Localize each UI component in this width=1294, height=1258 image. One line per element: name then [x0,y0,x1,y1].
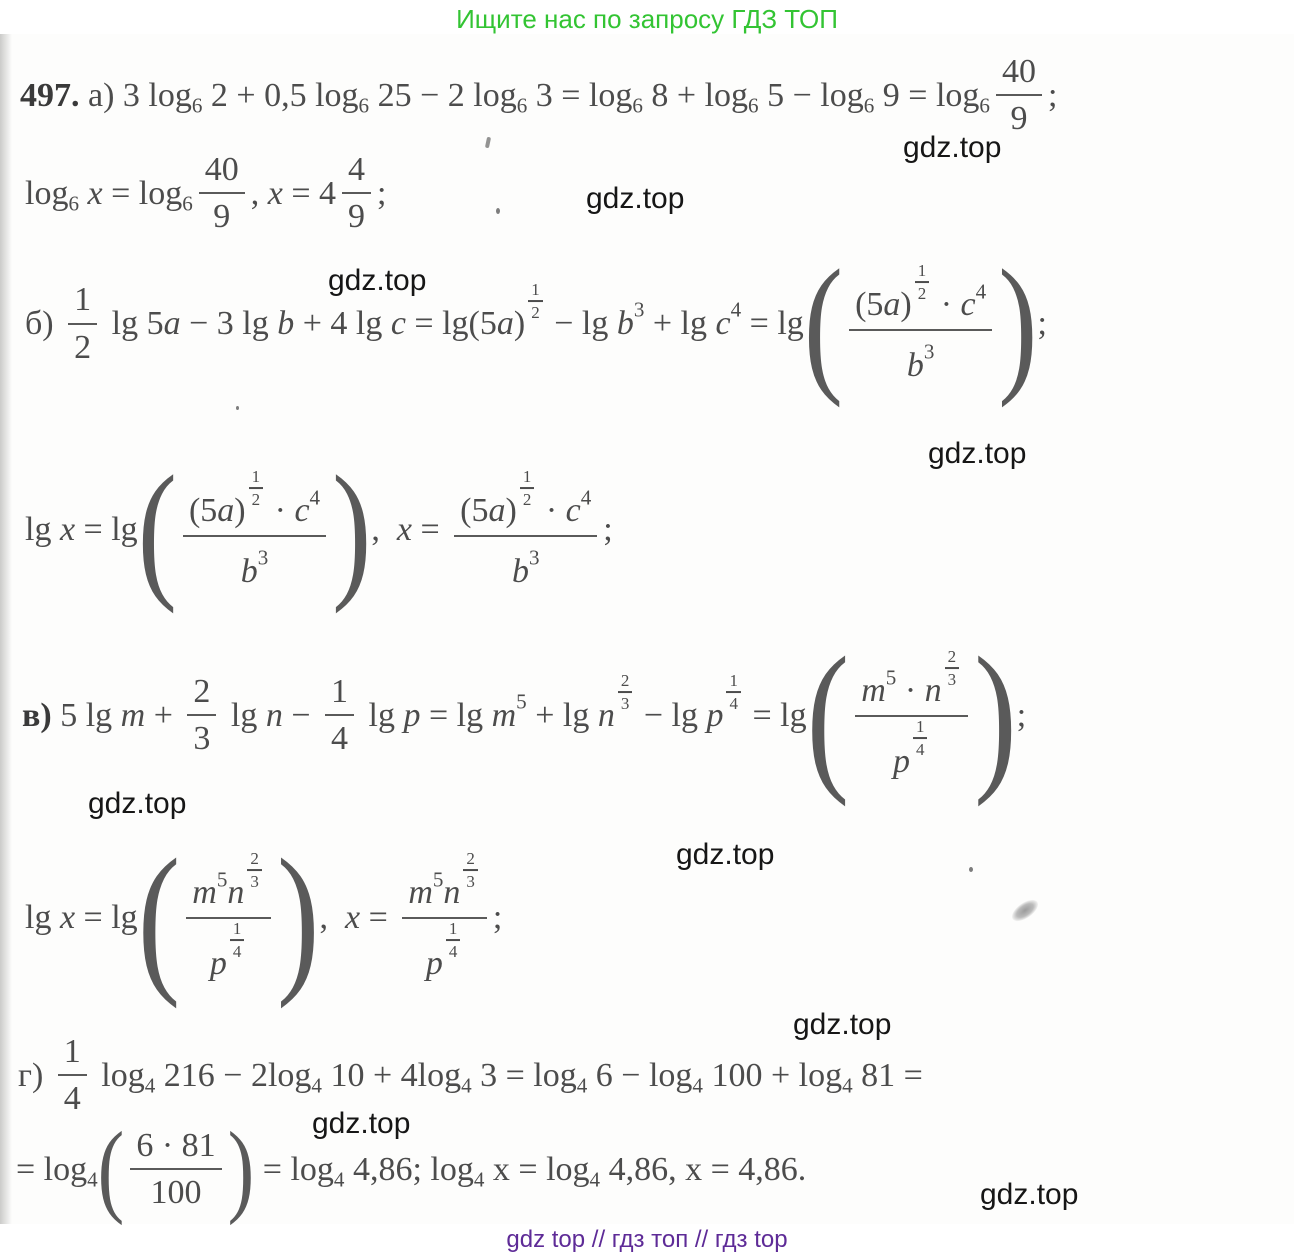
subscript: 4 [589,1167,601,1192]
denominator [235,540,275,591]
math-variable: b [511,553,529,591]
math-text: lg 5 [103,305,164,343]
close-paren-icon: ) [974,622,1017,808]
subscript: 4 [842,1073,853,1098]
fraction [68,280,97,366]
math-text: 1 [74,281,92,319]
numerator [58,1032,87,1071]
math-text: 100 + log [702,1056,843,1094]
subscript: 6 [516,93,528,118]
parenthesized-group [803,237,1038,409]
denominator [68,328,97,367]
math-text: · [266,492,295,530]
math-text: 1 [63,1033,81,1070]
math-text: ; [1016,696,1027,734]
subscript: 6 [863,93,875,118]
subscript: 6 [191,93,203,118]
fraction [130,1126,221,1212]
numerator [855,648,968,712]
superscript: 5 [432,867,444,892]
exponent-denominator: 2 [251,490,261,510]
math-variable: m [408,874,433,912]
math-variable: x [59,511,76,549]
fraction-bar [186,917,271,919]
math-text: + lg [526,696,598,734]
math-text: 4 [331,720,349,758]
scan-artifact-speck [496,208,500,214]
formula-line-b1 [25,237,1047,409]
math-bold: в) [22,696,61,734]
math-text: + 4 lg [294,305,391,343]
fraction [183,468,326,591]
exponent-fraction [618,671,633,713]
math-text: log [92,1056,145,1094]
fraction [199,150,245,236]
math-text: 6 · 81 [136,1127,216,1164]
math-text: = lg [420,696,492,734]
math-text: + lg [644,305,716,343]
exponent-numerator: 2 [463,849,478,871]
math-variable: x [345,898,361,936]
math-variable: b [240,553,258,591]
numerator [325,672,354,711]
exponent-numerator: 1 [446,919,461,941]
parenthesized-group [137,824,320,1010]
math-text: (5 [855,286,884,324]
denominator [325,719,354,758]
math-variable: p [209,944,227,982]
math-text: 100 [150,1174,202,1212]
math-variable: a [488,492,506,530]
fraction [402,850,487,984]
math-text: 216 − 2log [155,1056,312,1094]
exponent-denominator: 3 [947,670,957,690]
math-text: log [25,174,69,212]
exponent-fraction [463,849,478,891]
math-text: б) [25,305,63,343]
close-paren-icon: ) [276,824,320,1010]
math-variable: c [960,286,976,324]
fraction [186,850,271,984]
numerator [454,468,597,532]
watermark-gdz-top-5: gdz.top [88,787,187,820]
math-variable: c [294,492,310,530]
math-text: ) [234,492,246,530]
paren-content [177,468,332,591]
math-text: 8 + log [642,76,749,114]
watermark-gdz-top-7: gdz.top [793,1008,892,1041]
formula-line-b2 [25,443,613,615]
exponent-denominator: 4 [448,942,458,962]
math-variable: c [715,305,731,343]
math-text: 5 − log [758,76,864,114]
math-variable: n [265,696,283,734]
math-text: = lg [743,696,807,734]
numerator [186,850,271,914]
math-text: 2 [193,672,211,710]
parenthesized-group [97,1111,255,1227]
exponent-fraction [520,467,535,509]
denominator [901,334,941,385]
watermark-gdz-top-8: gdz.top [312,1107,411,1140]
exponent-fraction [446,919,461,961]
math-text: 10 + 4log [321,1056,462,1094]
math-text: = [411,511,449,549]
denominator [1004,99,1033,138]
math-variable: a [163,305,181,343]
open-paren-icon: ( [97,1111,125,1227]
exponent-denominator: 4 [232,942,242,962]
math-text: = [360,898,397,936]
close-paren-icon: ) [332,443,372,615]
math-variable: c [390,305,406,343]
math-text: · [896,672,925,710]
math-variable: x [396,511,412,549]
subscript: 4 [87,1167,98,1192]
formula-line-d1 [18,1032,923,1118]
math-text: + [145,696,182,734]
exponent-denominator: 3 [620,694,630,714]
paren-content [843,262,998,385]
exponent-numerator: 1 [915,261,930,283]
math-text: г) [18,1056,52,1094]
exponent-numerator: 1 [726,671,741,693]
watermark-gdz-top-4: gdz.top [928,437,1027,470]
subscript: 6 [68,191,79,216]
fraction [855,648,968,782]
math-variable: n [443,874,461,912]
math-text: lg [222,696,266,734]
formula-line-a1 [20,52,1057,138]
fraction-bar [183,535,326,537]
numerator [996,52,1042,91]
numerator [187,672,216,711]
superscript: 3 [528,545,540,570]
numerator [402,850,487,914]
subscript: 6 [632,93,643,118]
superscript: 5 [516,689,527,714]
close-paren-icon: ) [998,237,1038,409]
scan-artifact-speck [969,867,973,872]
fraction-bar [855,715,968,717]
subscript: 4 [473,1167,485,1192]
fraction [58,1032,87,1118]
exponent-denominator: 3 [250,872,259,892]
denominator [204,919,254,984]
math-text: ) [505,492,517,530]
fraction [849,262,992,385]
math-text: = log [254,1150,334,1188]
close-paren-icon: ) [227,1111,255,1227]
formula-line-a2 [25,150,387,236]
open-paren-icon: ( [806,622,850,808]
math-variable: b [277,305,295,343]
math-text: ) [900,286,912,324]
math-variable: x [59,898,76,936]
math-text: 81 = [852,1056,923,1094]
math-text: ) [513,305,526,343]
fraction-bar [58,1074,87,1076]
numerator [68,280,97,319]
denominator [420,919,470,984]
math-text: 9 [213,198,231,236]
exponent-numerator: 2 [945,647,960,669]
fraction [342,150,371,236]
exponent-fraction [230,919,245,961]
math-text: = lg [75,511,138,549]
superscript: 3 [633,297,645,322]
math-text: = lg [741,305,804,343]
math-text: − lg [545,305,617,343]
math-text: ; [492,898,503,936]
fraction [996,52,1042,138]
denominator [506,540,546,591]
numerator [199,150,245,189]
exponent-numerator: 2 [618,671,633,693]
math-variable: n [924,672,942,710]
math-text: 2 + 0,5 log [202,76,359,114]
math-variable: a [883,286,901,324]
fraction [454,468,597,591]
fraction-bar [199,192,245,194]
exponent-numerator: 1 [230,919,245,941]
exponent-fraction [915,261,930,303]
math-text: ; [1037,305,1047,343]
math-text: 2 [74,328,92,366]
math-text: (5 [188,492,218,530]
math-text: , [371,511,397,549]
superscript: 4 [730,297,742,322]
superscript: 4 [309,485,321,510]
fraction-bar [325,714,354,716]
math-text: 4,86; log [344,1150,474,1188]
subscript: 4 [333,1167,345,1192]
denominator [342,197,371,236]
math-variable: m [120,696,146,734]
denominator [207,197,236,236]
exponent-denominator: 2 [531,302,540,322]
subscript: 6 [748,93,759,118]
paren-content [124,1126,227,1212]
math-text: 4 [63,1080,81,1118]
superscript: 4 [975,279,987,304]
math-variable: a [496,305,514,343]
math-text: − 3 lg [180,305,278,343]
superscript: 3 [257,545,269,570]
math-variable: n [597,696,615,734]
math-text: 6 − log [587,1056,693,1094]
math-text: 1 [331,672,349,710]
fraction-bar [187,714,216,716]
exponent-denominator: 4 [915,740,925,760]
math-text: 40 [204,151,239,188]
denominator [887,717,937,782]
watermark-gdz-top-9: gdz.top [980,1178,1079,1211]
math-text: = lg [75,898,138,936]
exponent-fraction [528,280,543,322]
math-text: lg [360,696,404,734]
exponent-fraction [247,849,262,891]
fraction-bar [402,917,487,919]
exponent-numerator: 1 [528,280,543,302]
exponent-fraction [945,647,960,689]
exponent-denominator: 2 [917,284,927,304]
fraction-bar [68,323,97,325]
scan-artifact-speck [236,406,239,410]
math-text: ; [603,511,613,549]
math-variable: c [565,492,581,530]
open-paren-icon: ( [137,824,181,1010]
watermark-gdz-top-1: gdz.top [903,131,1002,164]
math-text: 3 = log [527,76,633,114]
subscript: 4 [311,1073,322,1098]
watermark-gdz-top-3: gdz.top [328,264,427,297]
promo-banner: Ищите нас по запросу ГДЗ ТОП [456,4,838,34]
exponent-fraction [249,467,264,509]
paren-content [180,850,277,984]
denominator [187,719,216,758]
math-text: · [932,286,961,324]
math-variable: x [267,174,283,212]
parenthesized-group [806,622,1017,808]
math-variable: a [217,492,235,530]
open-paren-icon: ( [137,443,177,615]
math-text: ; [377,174,387,212]
superscript: 4 [580,485,592,510]
math-text: 9 = log [874,76,980,114]
fraction [187,672,216,758]
math-variable: p [892,742,910,780]
open-paren-icon: ( [803,237,844,409]
math-text: lg [25,511,60,549]
formula-line-c2 [25,824,503,1010]
math-text: , [250,174,268,212]
math-text: x = log [484,1150,590,1188]
math-text: 9 [348,198,366,236]
subscript: 6 [358,93,370,118]
subscript: 4 [144,1073,156,1098]
math-variable: b [616,305,634,343]
subscript: 4 [461,1073,472,1098]
math-variable: p [706,696,724,734]
subscript: 6 [182,191,193,216]
exponent-numerator: 1 [520,467,535,489]
math-text: = 4 [282,174,337,212]
math-bold: 497. [20,76,88,114]
math-variable: p [425,944,443,982]
exponent-denominator: 2 [522,490,532,510]
exponent-fraction [726,671,741,713]
math-text: (5 [460,492,489,530]
math-text: · [537,492,566,530]
math-variable: b [906,347,924,385]
paren-content [849,648,974,782]
math-variable: n [227,874,245,912]
superscript: 5 [885,665,897,690]
fraction-bar [454,535,597,537]
subscript: 4 [692,1073,703,1098]
exponent-numerator: 1 [913,717,928,739]
math-variable: p [403,696,421,734]
watermark-gdz-top-6: gdz.top [676,838,775,871]
math-variable: m [192,874,217,912]
superscript: 3 [923,339,935,364]
numerator [130,1126,221,1165]
fraction-bar [342,192,371,194]
math-variable: x [79,174,103,212]
scan-edge-shadow [0,34,12,1224]
watermark-gdz-top-2: gdz.top [586,182,685,215]
math-variable: m [861,672,886,710]
math-text: = lg(5 [405,305,497,343]
math-text: = log [16,1150,88,1188]
fraction-bar [849,329,992,331]
denominator [144,1173,207,1212]
math-text: − [282,696,320,734]
fraction [325,672,354,758]
math-text: 25 − 2 log [369,76,517,114]
exponent-fraction [913,717,928,759]
fraction-bar [130,1168,221,1170]
math-text: 3 = log [471,1056,577,1094]
fraction-bar [996,94,1042,96]
math-text: 40 [1001,53,1036,90]
math-text: lg [25,898,60,936]
math-text: , [319,898,346,936]
footer-links: gdz top // гдз топ // гдз top [506,1226,788,1253]
math-text: 4 [348,151,366,188]
math-variable: m [491,696,517,734]
numerator [342,150,371,189]
math-text: − lg [635,696,707,734]
math-text: 3 [193,720,211,758]
subscript: 4 [576,1073,588,1098]
math-text: 5 lg [60,696,121,734]
exponent-denominator: 4 [729,694,738,714]
parenthesized-group [137,443,372,615]
exponent-denominator: 3 [466,872,475,892]
math-text: = log [102,174,183,212]
math-text: 4,86, x = 4,86. [600,1150,807,1188]
math-text: 9 [1010,100,1028,138]
numerator [849,262,992,326]
math-text: ; [1047,76,1058,114]
subscript: 6 [979,93,990,118]
exponent-numerator: 1 [249,467,264,489]
superscript: 5 [216,867,228,892]
numerator [183,468,326,532]
math-text: а) 3 log [88,76,192,114]
denominator [58,1079,87,1118]
exponent-numerator: 2 [247,849,262,871]
